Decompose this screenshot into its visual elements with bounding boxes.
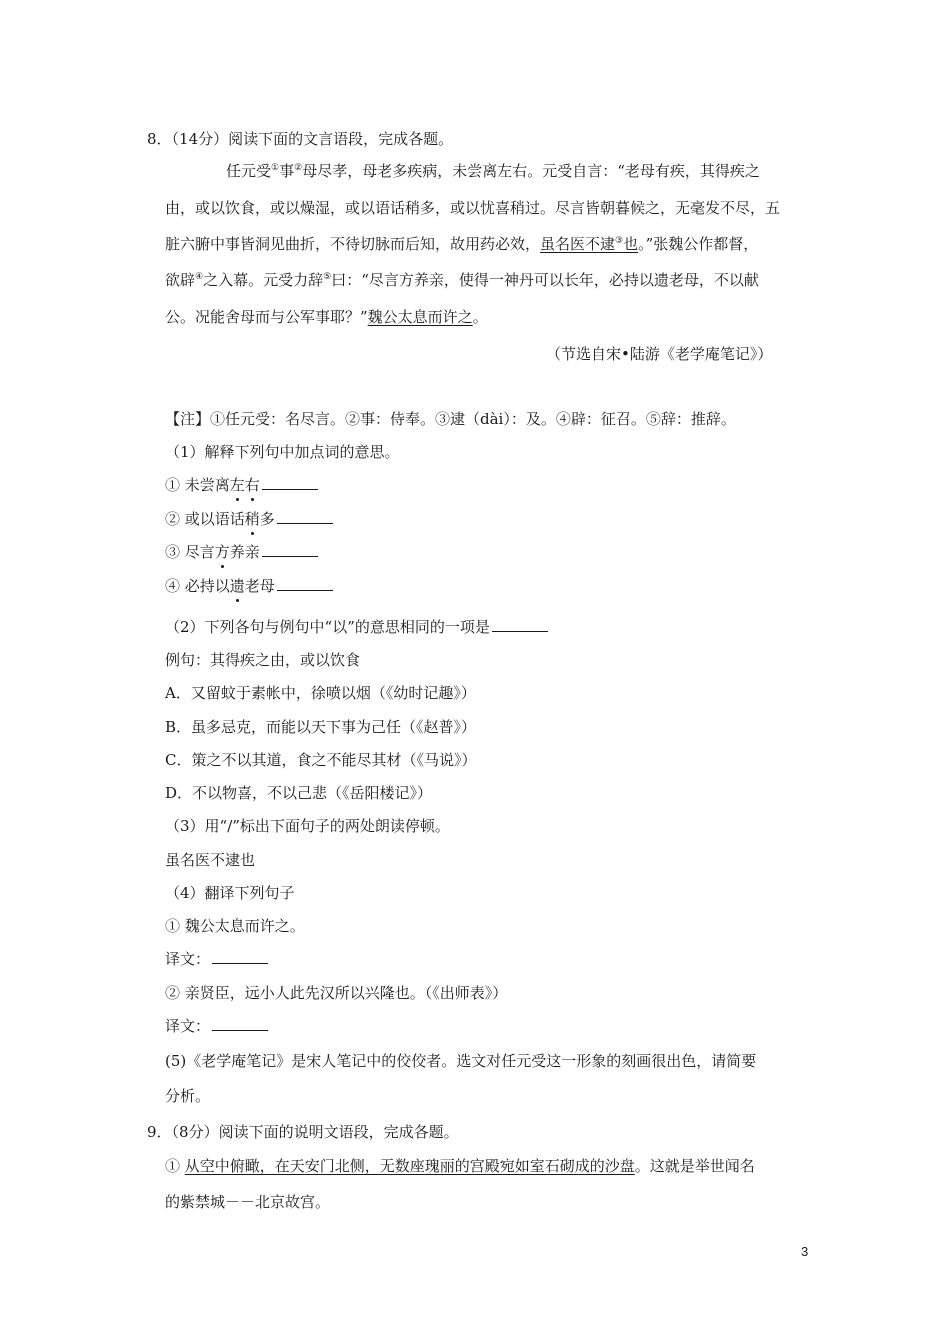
passage-line-1: 任元受①事②母尽孝，母老多疾病，未尝离左右。元受自言：“老母有疾，其得疾之 bbox=[226, 162, 760, 180]
answer-blank[interactable] bbox=[492, 617, 548, 632]
sub4-translation-2: 译文： bbox=[165, 1015, 268, 1037]
q9-line-1: ① 从空中俯瞰，在天安门北侧，无数座瑰丽的宫殿宛如室石砌成的沙盘。这就是举世闻名 bbox=[165, 1157, 755, 1175]
sub3-sentence: 虽名医不逮也 bbox=[165, 851, 256, 869]
annotation-note: 【注】①任元受：名尽言。②事：侍奉。③逮（dài）：及。④辟：征召。⑤辞：推辞。 bbox=[165, 410, 736, 428]
sub4-translation-1: 译文： bbox=[165, 948, 268, 970]
sub5-line-2: 分析。 bbox=[165, 1087, 211, 1105]
option-d: D．不以物喜，不以己悲（《岳阳楼记》） bbox=[165, 784, 433, 802]
option-b: B．虽多忌克，而能以天下事为己任（《赵普》） bbox=[165, 718, 477, 736]
sub2-title: （2）下列各句与例句中“以”的意思相同的一项是 bbox=[165, 616, 548, 638]
answer-blank[interactable] bbox=[212, 1016, 268, 1031]
sub1-item-1: ① 未尝离左右 bbox=[165, 474, 318, 496]
passage-line-2: 由，或以饮食，或以燥湿，或以语话稍多，或以忧喜稍过。尽言皆朝暮候之，无毫发不尽，五 bbox=[165, 199, 781, 217]
sub1-item-4: ④ 必持以遗老母 bbox=[165, 575, 333, 597]
sub5-line-1: (5)《老学庵笔记》是宋人笔记中的佼佼者。选文对任元受这一形象的刻画很出色，请简要 bbox=[165, 1052, 757, 1070]
q9-line-2: 的紫禁城－－北京故宫。 bbox=[165, 1193, 331, 1211]
passage-line-4: 欲辟④之入幕。元受力辞⑤曰：“尽言方养亲，使得一神丹可以长年，必持以遗老母，不以献 bbox=[165, 271, 759, 289]
sub4-title: （4）翻译下列句子 bbox=[165, 884, 295, 902]
sub4-sentence-1: ① 魏公太息而许之。 bbox=[165, 917, 305, 935]
passage-line-5: 公。况能舍母而与公军事耶？”魏公太息而许之。 bbox=[165, 308, 488, 326]
sub1-item-3: ③ 尽言方养亲 bbox=[165, 541, 318, 563]
sub1-title: （1）解释下列句中加点词的意思。 bbox=[165, 443, 400, 461]
answer-blank[interactable] bbox=[277, 509, 333, 524]
passage-line-3: 脏六腑中事皆洞见曲折，不待切脉而后知，故用药必效，虽名医不逮③也。”张魏公作都督， bbox=[165, 235, 759, 253]
sub1-item-2: ② 或以语话稍多 bbox=[165, 508, 333, 530]
answer-blank[interactable] bbox=[262, 475, 318, 490]
sub2-example: 例句：其得疾之由，或以饮食 bbox=[165, 651, 361, 669]
passage-source: （节选自宋•陆游《老学庵笔记》） bbox=[546, 345, 773, 363]
answer-blank[interactable] bbox=[262, 542, 318, 557]
option-c: C．策之不以其道，食之不能尽其材（《马说》） bbox=[165, 751, 477, 769]
answer-blank[interactable] bbox=[212, 949, 268, 964]
q8-header: 8．（14分）阅读下面的文言语段，完成各题。 bbox=[147, 130, 454, 148]
page-number: 3 bbox=[801, 1244, 809, 1259]
answer-blank[interactable] bbox=[277, 576, 333, 591]
sub3-title: （3）用“/”标出下面句子的两处朗读停顿。 bbox=[165, 817, 450, 835]
sub4-sentence-2: ② 亲贤臣，远小人此先汉所以兴隆也。（《出师表》） bbox=[165, 984, 508, 1002]
option-a: A．又留蚊于素帐中，徐喷以烟（《幼时记趣》） bbox=[165, 684, 476, 702]
q9-header: 9．（8分）阅读下面的说明文语段，完成各题。 bbox=[147, 1123, 459, 1141]
